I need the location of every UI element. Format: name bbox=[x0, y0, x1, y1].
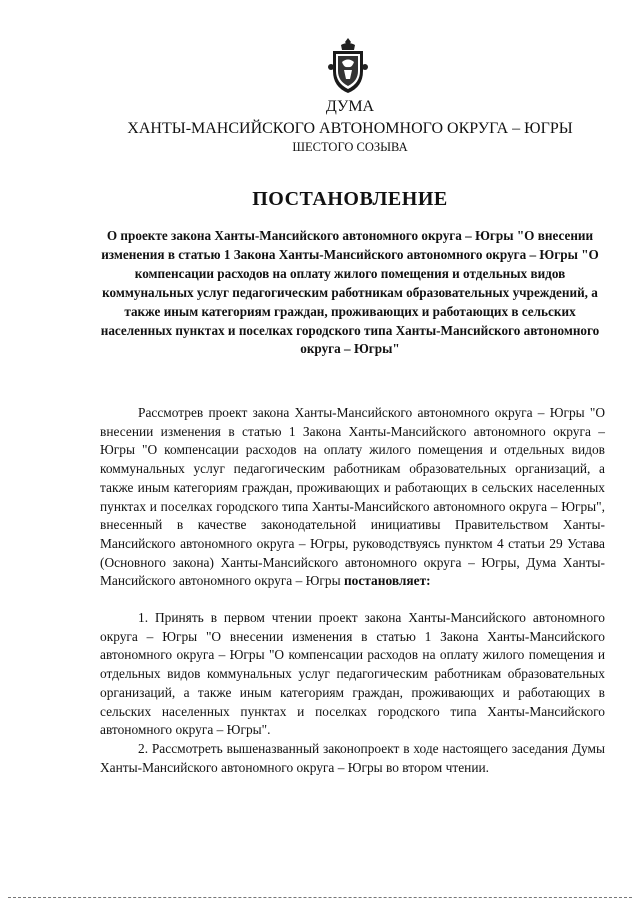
preamble-text: Рассмотрев проект закона Ханты-Мансийского автономного округа – Югры "О внесении изменения в статью 1 Закона Ханты-Мансийского автономного округа – Югры "О компенсации расходов на оплату жилого помещения и отдельных видов коммунальных услуг педагогическим работникам образовательных организаций, а также иным категориям граждан, проживающих и работающих в сельских населенных пунктах и поселках городского типа Ханты-Мансийского автономного округа – Югры", внесенный в качестве законодательной инициативы Правительством Ханты-Мансийского автономного округа – Югры, руководствуясь пунктом 4 статьи 29 Устава (Основного закона) Ханты-Мансийского автономного округа – Югры, Дума Ханты-Мансийского автономного округа – Югры bbox=[100, 405, 605, 589]
document-title: О проекте закона Ханты-Мансийского автономного округа – Югры "О внесении изменения в статью 1 Закона Ханты-Мансийского автономного округа – Югры "О компенсации расходов на оплату жилого помещения и отдельных видов коммунальных услуг педагогическим работникам образовательных учреждений, а также иным категориям граждан, проживающих и работающих в сельских населенных пунктах и поселках городского типа Ханты-Мансийского автономного округа – Югры" bbox=[100, 228, 600, 357]
document-type: ПОСТАНОВЛЕНИЕ bbox=[252, 188, 448, 210]
resolution-item-2: 2. Рассмотреть вышеназванный законопроект в ходе настоящего заседания Думы Ханты-Мансийского автономного округа – Югры во втором чтении. bbox=[100, 740, 605, 775]
resolves-keyword: постановляет: bbox=[343, 573, 431, 589]
preamble-paragraph bbox=[100, 404, 605, 591]
org-name: ДУМА bbox=[325, 98, 375, 115]
org-convocation: ШЕСТОГО СОЗЫВА bbox=[292, 140, 408, 154]
coat-of-arms-icon bbox=[327, 37, 369, 95]
document-body bbox=[100, 404, 605, 777]
resolution-item-1: 1. Принять в первом чтении проект закона Ханты-Мансийского автономного округа – Югры "О внесении изменения в статью 1 Закона Ханты-Мансийского автономного округа – Югры "О компенсации расходов на оплату жилого помещения и отдельных видов коммунальных услуг педагогическим работникам образовательных организаций, а также иным категориям граждан, проживающих и работающих в сельских населенных пунктах и поселках городского типа Ханты-Мансийского автономного округа – Югры". bbox=[100, 610, 605, 738]
org-region: ХАНТЫ-МАНСИЙСКОГО АВТОНОМНОГО ОКРУГА – ЮГРЫ bbox=[127, 120, 573, 137]
bottom-divider bbox=[8, 897, 632, 899]
